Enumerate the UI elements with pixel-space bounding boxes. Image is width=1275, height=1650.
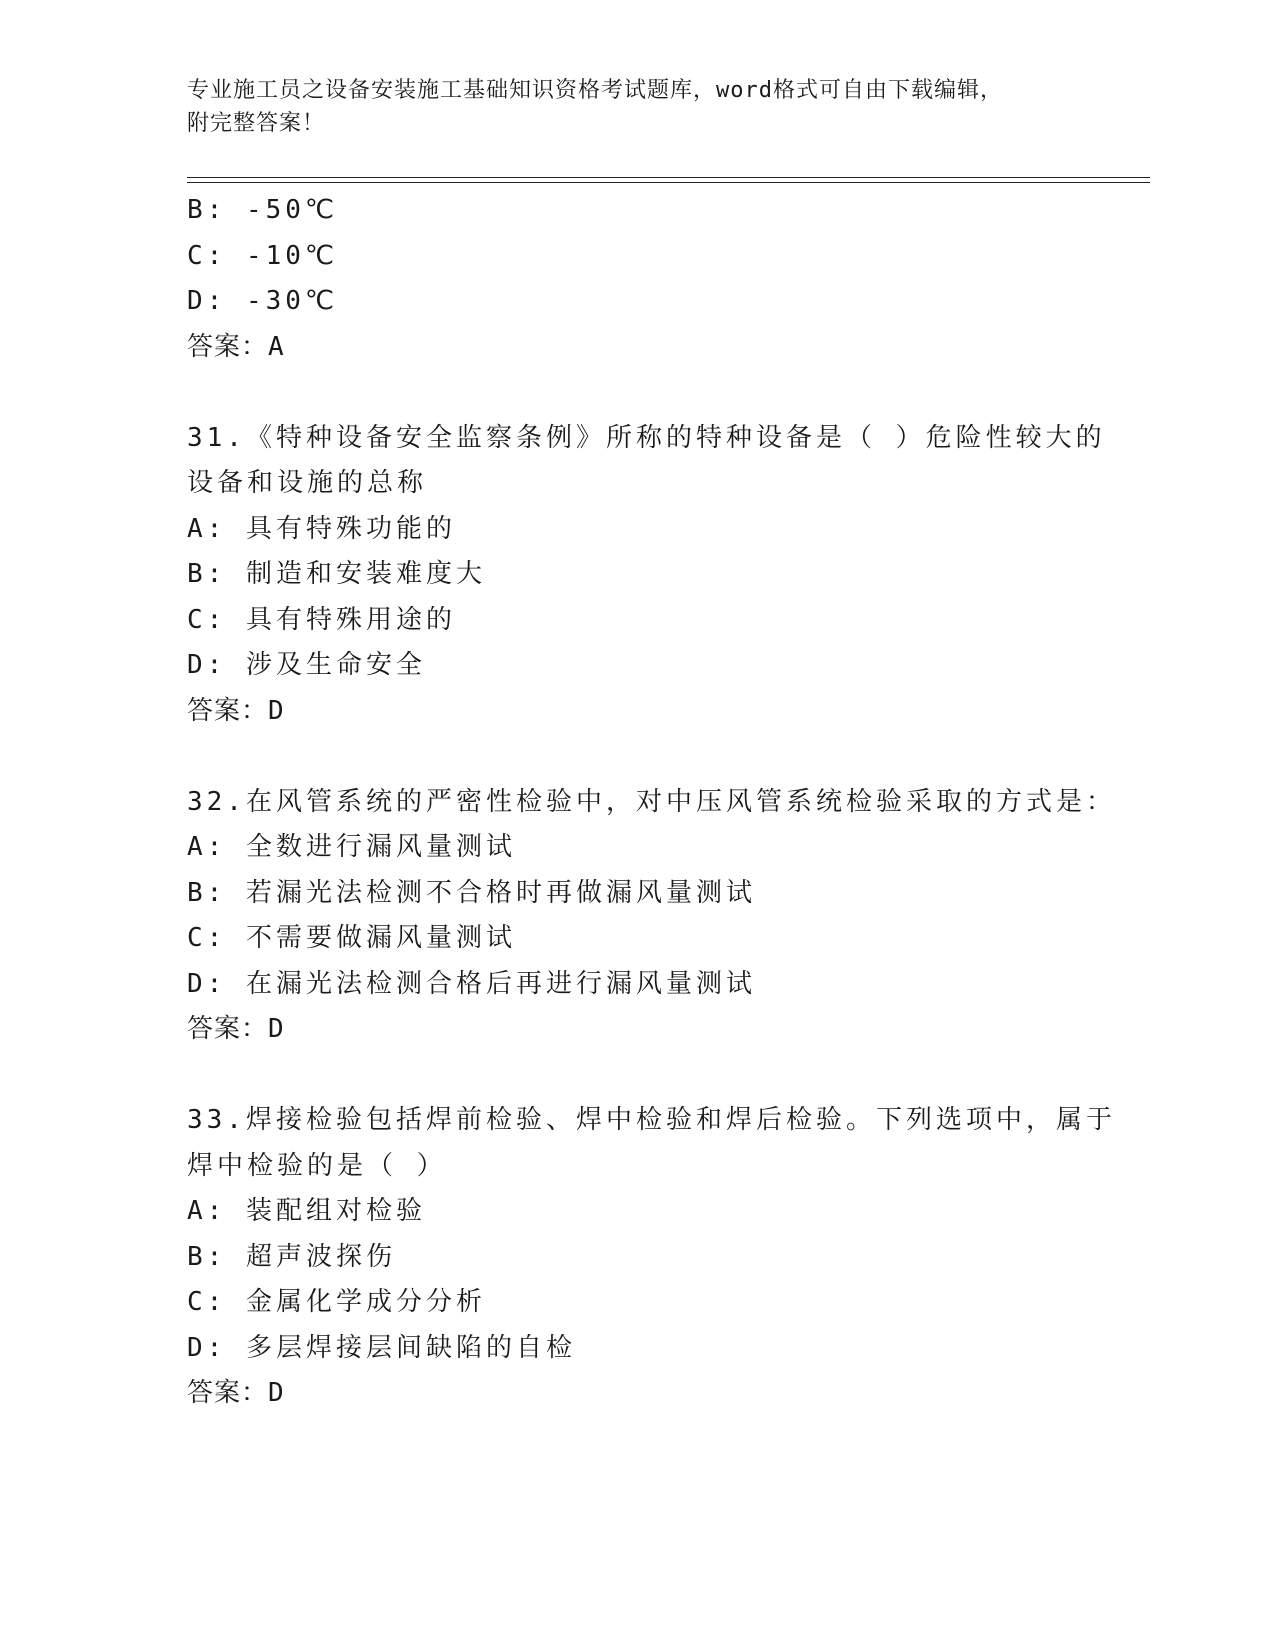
option-d: D: 在漏光法检测合格后再进行漏风量测试 bbox=[187, 968, 756, 999]
question-31 bbox=[187, 416, 1106, 735]
carryover-question bbox=[187, 188, 1087, 370]
option-c: C: 具有特殊用途的 bbox=[187, 604, 456, 635]
header-line-1: 专业施工员之设备安装施工基础知识资格考试题库，word格式可自由下载编辑， bbox=[187, 78, 1003, 103]
answer-line: 答案：D bbox=[187, 1378, 285, 1408]
answer-line: 答案：D bbox=[187, 695, 285, 726]
question-32 bbox=[187, 780, 1116, 1053]
option-c: C: 不需要做漏风量测试 bbox=[187, 923, 516, 953]
option-d: D: 涉及生命安全 bbox=[187, 650, 426, 680]
spacer bbox=[187, 1053, 1087, 1099]
option-d: D: -30℃ bbox=[187, 286, 339, 316]
option-b: B: -50℃ bbox=[187, 195, 339, 225]
option-b: B: 超声波探伤 bbox=[187, 1241, 396, 1272]
option-c: C: -10℃ bbox=[187, 240, 339, 271]
header-divider-bottom bbox=[187, 182, 1150, 183]
question-stem-line: 焊中检验的是（ ） bbox=[187, 1150, 447, 1181]
header-line-2: 附完整答案！ bbox=[187, 111, 326, 136]
question-stem-line: 31.《特种设备安全监察条例》所称的特种设备是（ ）危险性较大的 bbox=[187, 422, 1106, 453]
header-divider-top bbox=[187, 177, 1150, 178]
spacer bbox=[187, 370, 1087, 416]
question-stem-line: 33.焊接检验包括焊前检验、焊中检验和焊后检验。下列选项中，属于 bbox=[187, 1105, 1116, 1135]
question-33 bbox=[187, 1098, 1116, 1417]
option-a: A: 装配组对检验 bbox=[187, 1196, 426, 1226]
document-header bbox=[187, 74, 1087, 140]
question-stem-line: 32.在风管系统的严密性检验中，对中压风管系统检验采取的方式是： bbox=[187, 786, 1116, 817]
option-a: A: 具有特殊功能的 bbox=[187, 513, 456, 544]
option-c: C: 金属化学成分分析 bbox=[187, 1287, 486, 1317]
option-b: B: 制造和安装难度大 bbox=[187, 559, 486, 589]
question-stem-line: 设备和设施的总称 bbox=[187, 468, 428, 498]
answer-line: 答案：A bbox=[187, 331, 285, 362]
option-d: D: 多层焊接层间缺陷的自检 bbox=[187, 1332, 576, 1363]
spacer bbox=[187, 734, 1087, 780]
question-list bbox=[187, 188, 1116, 1417]
option-a: A: 全数进行漏风量测试 bbox=[187, 832, 516, 862]
option-b: B: 若漏光法检测不合格时再做漏风量测试 bbox=[187, 877, 756, 908]
answer-line: 答案：D bbox=[187, 1014, 285, 1044]
